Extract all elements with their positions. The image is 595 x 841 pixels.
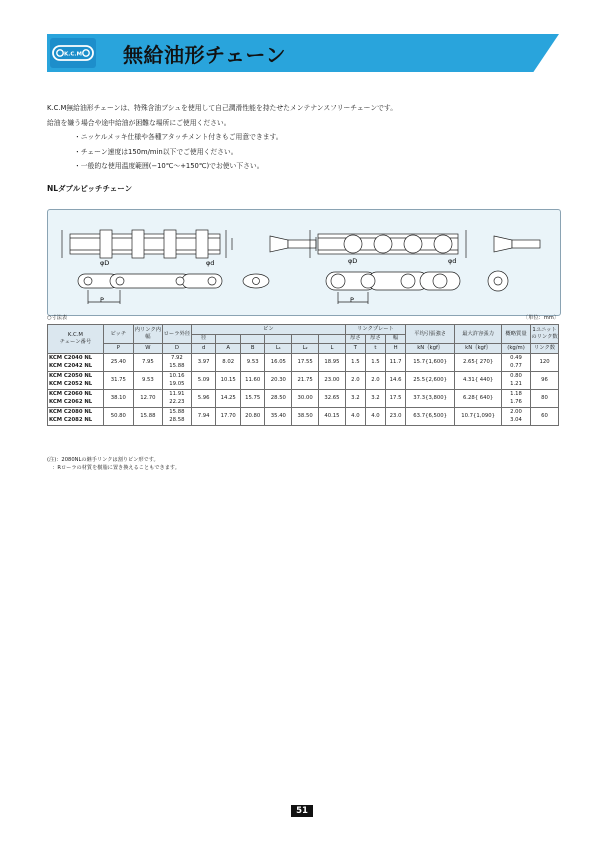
unit-mass: (kg/m) (502, 344, 531, 354)
cell-D: 15.88 28.58 (162, 407, 191, 425)
intro-bullet: ・ニッケルメッキ仕様や各種アタッチメント付きもご用意できます。 (74, 133, 283, 141)
cell-A: 14.25 (216, 389, 241, 407)
col-inner-width: 内リンク内幅 (133, 325, 162, 344)
page-header (47, 34, 559, 72)
cell-mass: 2.00 3.04 (502, 407, 531, 425)
cell-L2: 38.50 (292, 407, 319, 425)
cell-B: 9.53 (240, 353, 265, 371)
note-line: (注)：2080NLの継手リンクは割りピン形です。 (47, 457, 159, 463)
cell-L: 18.95 (319, 353, 346, 371)
cell-W: 12.70 (133, 389, 162, 407)
col-thick-t: 厚さ (365, 334, 385, 344)
cell-T: 3.2 (345, 389, 365, 407)
cell-L2: 21.75 (292, 371, 319, 389)
cell-d: 5.09 (191, 371, 216, 389)
col-link-plate: リンクプレート (345, 325, 405, 335)
col-chain-no: K.C.M チェーン番号 (48, 325, 104, 354)
spec-table (47, 324, 559, 426)
label-P-right: P (350, 296, 354, 304)
cell-T: 4.0 (345, 407, 365, 425)
unit-kn: kN｛kgf｝ (406, 344, 455, 354)
cell-A: 8.02 (216, 353, 241, 371)
cell-maxload: 6.28{ 640} (455, 389, 502, 407)
col-roller: ローラ外径 (162, 325, 191, 344)
unit-kn2: kN｛kgf｝ (455, 344, 502, 354)
col-max-load: 最大許容張力 (455, 325, 502, 344)
section-title: NLダブルピッチチェーン (47, 184, 133, 193)
col-thick-T: 厚さ (345, 334, 365, 344)
logo-text: K.C.M (64, 51, 82, 58)
table-caption-unit: 〔単位：mm〕 (522, 315, 559, 321)
col-pitch: ピッチ (103, 325, 133, 344)
intro-bullet: ・一般的な使用温度範囲(−10℃〜+150℃)でお使い下さい。 (74, 162, 264, 170)
sym-P: P (103, 344, 133, 354)
table-row (48, 353, 559, 371)
sym-L1: L₁ (265, 344, 292, 354)
label-d: φd (206, 259, 215, 267)
cell-T: 2.0 (345, 371, 365, 389)
cell-P: 31.75 (103, 371, 133, 389)
cell-chain-no: KCM C2060 NL KCM C2062 NL (48, 389, 104, 407)
table-row (48, 407, 559, 425)
kcm-logo (50, 38, 96, 68)
cell-L1: 35.40 (265, 407, 292, 425)
cell-W: 15.88 (133, 407, 162, 425)
col-avg-tensile: 平均引張強さ (406, 325, 455, 344)
sym-t: t (365, 344, 385, 354)
sym-B: B (240, 344, 265, 354)
chain-diagram-svg (48, 210, 560, 315)
col-width-H: 幅 (386, 334, 406, 344)
cell-D: 11.91 22.23 (162, 389, 191, 407)
table-row (48, 389, 559, 407)
cell-D: 7.92 15.88 (162, 353, 191, 371)
cell-T: 1.5 (345, 353, 365, 371)
cell-links: 60 (531, 407, 559, 425)
cell-A: 10.15 (216, 371, 241, 389)
cell-A: 17.70 (216, 407, 241, 425)
cell-tensile: 25.5{2,600} (406, 371, 455, 389)
label-d-right: φd (448, 257, 457, 265)
cell-P: 25.40 (103, 353, 133, 371)
cell-B: 15.75 (240, 389, 265, 407)
sym-A: A (216, 344, 241, 354)
sym-T: T (345, 344, 365, 354)
label-D: φD (100, 259, 110, 267)
cell-d: 3.97 (191, 353, 216, 371)
cell-links: 120 (531, 353, 559, 371)
cell-L2: 17.55 (292, 353, 319, 371)
cell-B: 20.80 (240, 407, 265, 425)
cell-H: 14.6 (386, 371, 406, 389)
page-number: 51 (291, 805, 313, 817)
cell-maxload: 2.65{ 270} (455, 353, 502, 371)
col-empty (216, 334, 241, 344)
cell-links: 96 (531, 371, 559, 389)
col-links: 1ユニットのリンク数 (531, 325, 559, 344)
cell-P: 50.80 (103, 407, 133, 425)
cell-L1: 20.30 (265, 371, 292, 389)
cell-chain-no: KCM C2040 NL KCM C2042 NL (48, 353, 104, 371)
sym-W: W (133, 344, 162, 354)
note-line: ：Rローラの材質を樹脂に置き換えることもできます。 (47, 465, 180, 471)
page-title: 無給油形チェーン (123, 43, 286, 67)
cell-L: 32.65 (319, 389, 346, 407)
cell-L1: 28.50 (265, 389, 292, 407)
sym-D: D (162, 344, 191, 354)
cell-H: 11.7 (386, 353, 406, 371)
cell-t: 4.0 (365, 407, 385, 425)
col-empty (319, 334, 346, 344)
intro-line: 給油を嫌う場合や途中給油が困難な場所にご使用ください。 (47, 118, 231, 127)
cell-mass: 0.80 1.21 (502, 371, 531, 389)
cell-mass: 1.18 1.76 (502, 389, 531, 407)
cell-tensile: 37.3{3,800} (406, 389, 455, 407)
cell-d: 7.94 (191, 407, 216, 425)
table-caption-left: ○寸法表 (47, 315, 68, 321)
unit-links: リンク数 (531, 344, 559, 354)
cell-H: 23.0 (386, 407, 406, 425)
cell-L: 40.15 (319, 407, 346, 425)
cell-links: 80 (531, 389, 559, 407)
sym-L: L (319, 344, 346, 354)
cell-L1: 16.05 (265, 353, 292, 371)
cell-maxload: 10.7{1,090} (455, 407, 502, 425)
cell-H: 17.5 (386, 389, 406, 407)
col-pin-dia: 径 (191, 334, 216, 344)
cell-D: 10.16 19.05 (162, 371, 191, 389)
cell-chain-no: KCM C2080 NL KCM C2082 NL (48, 407, 104, 425)
sym-H: H (386, 344, 406, 354)
chain-logo-icon (50, 38, 96, 68)
cell-d: 5.96 (191, 389, 216, 407)
col-mass: 概略質量 (502, 325, 531, 344)
cell-t: 1.5 (365, 353, 385, 371)
cell-W: 9.53 (133, 371, 162, 389)
intro-text (47, 101, 547, 174)
intro-bullet: ・チェーン速度は150m/min以下でご使用ください。 (74, 147, 238, 156)
cell-L2: 30.00 (292, 389, 319, 407)
cell-mass: 0.49 0.77 (502, 353, 531, 371)
intro-line: K.C.M無給油形チェーンは、特殊含油ブシュを使用して自己潤滑性能を持たせたメンテナンスフリーチェーンです。 (47, 104, 397, 112)
cell-W: 7.95 (133, 353, 162, 371)
cell-P: 38.10 (103, 389, 133, 407)
cell-t: 2.0 (365, 371, 385, 389)
label-P: P (100, 296, 104, 304)
col-pin: ピン (191, 325, 345, 335)
sym-d: d (191, 344, 216, 354)
cell-tensile: 63.7{6,500} (406, 407, 455, 425)
sym-L2: L₂ (292, 344, 319, 354)
table-row (48, 371, 559, 389)
cell-t: 3.2 (365, 389, 385, 407)
col-empty (265, 334, 292, 344)
chain-drawing (47, 209, 561, 316)
cell-L: 23.00 (319, 371, 346, 389)
col-empty (292, 334, 319, 344)
cell-B: 11.60 (240, 371, 265, 389)
table-notes (47, 456, 180, 472)
cell-chain-no: KCM C2050 NL KCM C2052 NL (48, 371, 104, 389)
col-empty (240, 334, 265, 344)
cell-maxload: 4.31{ 440} (455, 371, 502, 389)
cell-tensile: 15.7{1,600} (406, 353, 455, 371)
label-D-right: φD (348, 257, 358, 265)
